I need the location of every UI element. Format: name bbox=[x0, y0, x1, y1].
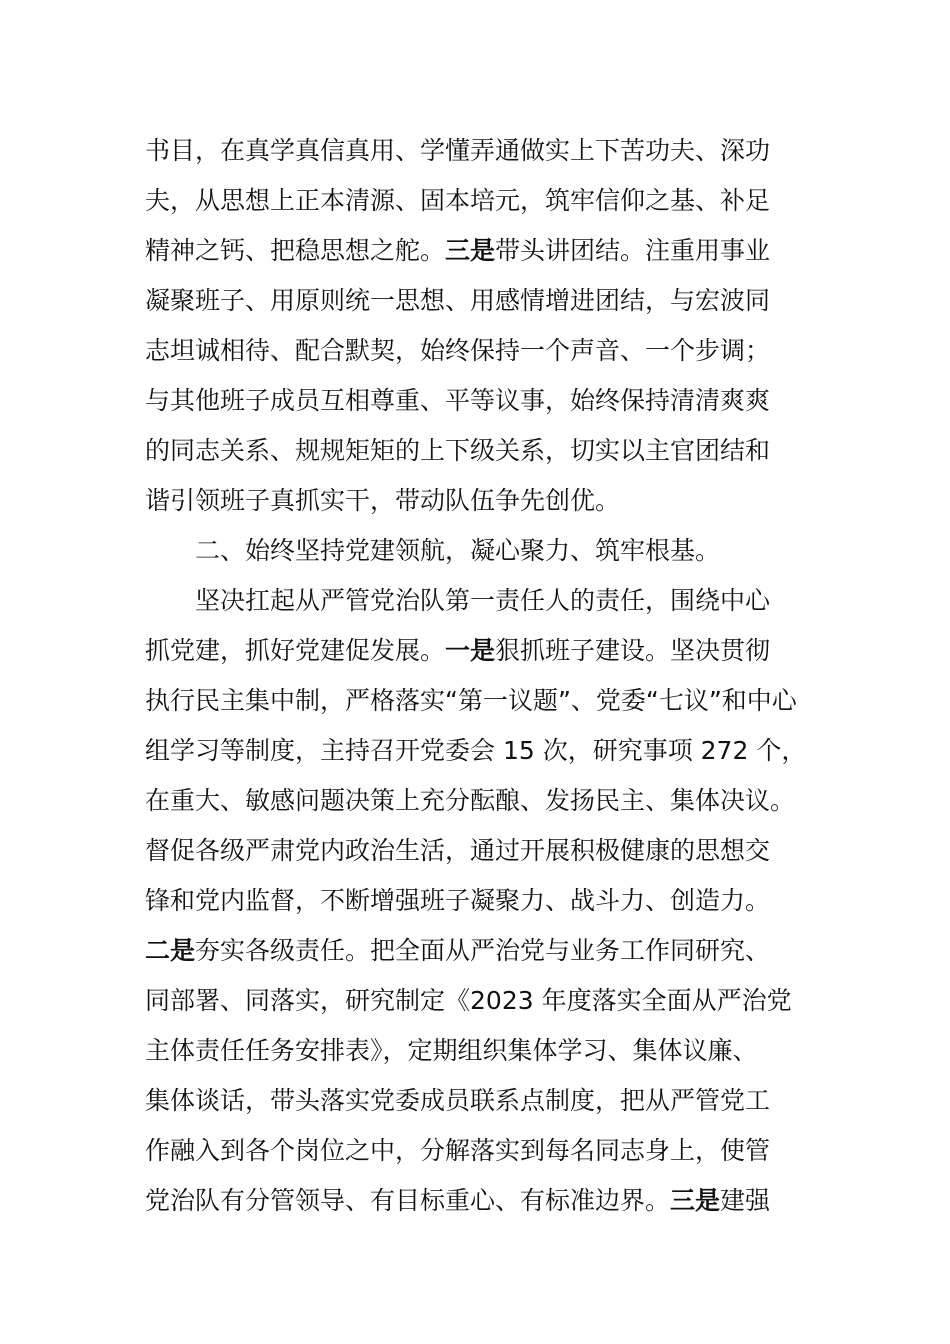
text-run: 带头讲团结。注重用事业 bbox=[495, 236, 771, 265]
section-heading bbox=[145, 526, 845, 576]
body-text bbox=[145, 126, 845, 1226]
text-run: 夯实各级责任。把全面从严治党与业务工作同研究、 bbox=[195, 936, 771, 965]
bold-marker: 三是 bbox=[445, 236, 496, 265]
text-run: 二、始终坚持党建领航，凝心聚力、筑牢根基。 bbox=[195, 536, 721, 565]
text-line bbox=[145, 476, 845, 526]
text-run: 主体责任任务安排表》，定期组织集体学习、集体议廉、 bbox=[145, 1036, 758, 1065]
text-line bbox=[145, 876, 845, 926]
text-line bbox=[145, 326, 845, 376]
text-run: 精神之钙、把稳思想之舵。 bbox=[145, 236, 446, 265]
text-line bbox=[145, 976, 845, 1026]
text-line bbox=[145, 126, 845, 176]
text-run: 建强 bbox=[720, 1186, 771, 1215]
text-line bbox=[145, 376, 845, 426]
paragraph-start-line bbox=[145, 576, 845, 626]
text-run: 书目，在真学真信真用、学懂弄通做实上下苦功夫、深功 bbox=[145, 136, 771, 165]
text-run: 执行民主集中制，严格落实“第一议题”、党委“七议”和中心 bbox=[145, 686, 797, 715]
text-line bbox=[145, 926, 845, 976]
text-line bbox=[145, 426, 845, 476]
text-run: 的同志关系、规规矩矩的上下级关系，切实以主官团结和 bbox=[145, 436, 771, 465]
text-run: 在重大、敏感问题决策上充分酝酿、发扬民主、集体决议。 bbox=[145, 786, 796, 815]
text-run: 集体谈话，带头落实党委成员联系点制度，把从严管党工 bbox=[145, 1086, 771, 1115]
text-run: 督促各级严肃党内政治生活，通过开展积极健康的思想交 bbox=[145, 836, 771, 865]
text-line bbox=[145, 1026, 845, 1076]
text-line bbox=[145, 176, 845, 226]
text-line bbox=[145, 826, 845, 876]
text-run: 凝聚班子、用原则统一思想、用感情增进团结，与宏波同 bbox=[145, 286, 771, 315]
text-line bbox=[145, 1076, 845, 1126]
text-run: 坚决扛起从严管党治队第一责任人的责任，围绕中心 bbox=[195, 586, 771, 615]
text-line bbox=[145, 776, 845, 826]
text-line bbox=[145, 1176, 845, 1226]
text-run: 夫，从思想上正本清源、固本培元，筑牢信仰之基、补足 bbox=[145, 186, 771, 215]
text-line bbox=[145, 1126, 845, 1176]
text-run: 志坦诚相待、配合默契，始终保持一个声音、一个步调； bbox=[145, 336, 771, 365]
text-run: 作融入到各个岗位之中，分解落实到每名同志身上，使管 bbox=[145, 1136, 771, 1165]
text-run: 抓党建，抓好党建促发展。 bbox=[145, 636, 446, 665]
bold-marker: 一是 bbox=[445, 636, 496, 665]
text-run: 与其他班子成员互相尊重、平等议事，始终保持清清爽爽 bbox=[145, 386, 771, 415]
text-line bbox=[145, 726, 845, 776]
bold-marker: 二是 bbox=[145, 936, 196, 965]
text-run: 锋和党内监督，不断增强班子凝聚力、战斗力、创造力。 bbox=[145, 886, 771, 915]
bold-marker: 三是 bbox=[670, 1186, 721, 1215]
text-run: 组学习等制度，主持召开党委会 15 次，研究事项 272 个， bbox=[145, 736, 807, 765]
text-run: 谐引领班子真抓实干，带动队伍争先创优。 bbox=[145, 486, 621, 515]
text-line bbox=[145, 226, 845, 276]
text-run: 狠抓班子建设。坚决贯彻 bbox=[495, 636, 771, 665]
text-line bbox=[145, 676, 845, 726]
text-line bbox=[145, 276, 845, 326]
text-line bbox=[145, 626, 845, 676]
text-run: 同部署、同落实，研究制定《2023 年度落实全面从严治党 bbox=[145, 986, 792, 1015]
text-run: 党治队有分管领导、有目标重心、有标准边界。 bbox=[145, 1186, 671, 1215]
